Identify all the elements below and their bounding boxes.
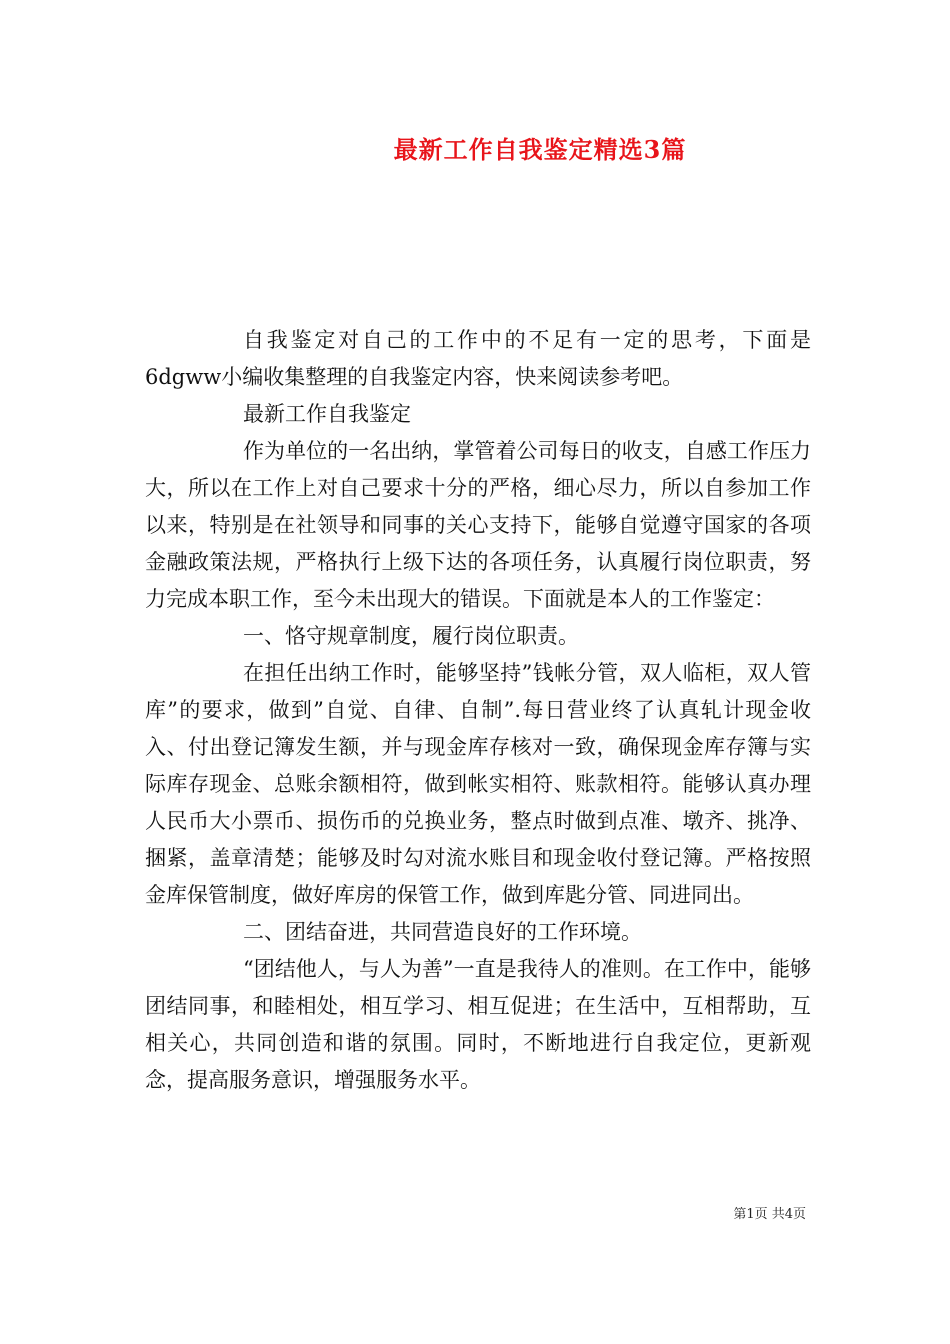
subsection-heading-1: 一、恪守规章制度，履行岗位职责。 [243,624,579,648]
body-paragraph: “团结他人，与人为善”一直是我待人的准则。在工作中，能够团结同事，和睦相处，相互学习、相互促进；在生活中，互相帮助，互相关心，共同创造和谐的氛围。同时，不断地进行自我定位，更新观念，提高服务意识，增强服务水平。 [145,957,811,1092]
body-paragraph: 作为单位的一名出纳，掌管着公司每日的收支，自感工作压力大，所以在工作上对自己要求十分的严格，细心尽力，所以自参加工作以来，特别是在社领导和同事的关心支持下，能够自觉遵守国家的各项金融政策法规，严格执行上级下达的各项任务，认真履行岗位职责，努力完成本职工作，至今未出现大的错误。下面就是本人的工作鉴定： [145,439,811,611]
document-title: 最新工作自我鉴定精选3篇 [393,135,687,164]
body-paragraph: 在担任出纳工作时，能够坚持”钱帐分管，双人临柜，双人管库”的要求，做到”自觉、自律、自制”.每日营业终了认真轧计现金收入、付出登记簿发生额，并与现金库存核对一致，确保现金库存簿与实际库存现金、总账余额相符，做到帐实相符、账款相符。能够认真办理人民币大小票币、损伤币的兑换业务，整点时做到点准、墩齐、挑净、捆紧，盖章清楚；能够及时勾对流水账目和现金收付登记簿。严格按照金库保管制度，做好库房的保管工作，做到库匙分管、同进同出。 [145,661,811,907]
subsection-heading-2: 二、团结奋进，共同营造良好的工作环境。 [243,920,642,944]
document-body [145,322,811,1099]
page-number-footer: 第1页 共4页 [733,1207,806,1222]
section-heading: 最新工作自我鉴定 [243,402,411,426]
intro-paragraph: 自我鉴定对自己的工作中的不足有一定的思考，下面是6dgww小编收集整理的自我鉴定内容，快来阅读参考吧。 [145,328,811,389]
